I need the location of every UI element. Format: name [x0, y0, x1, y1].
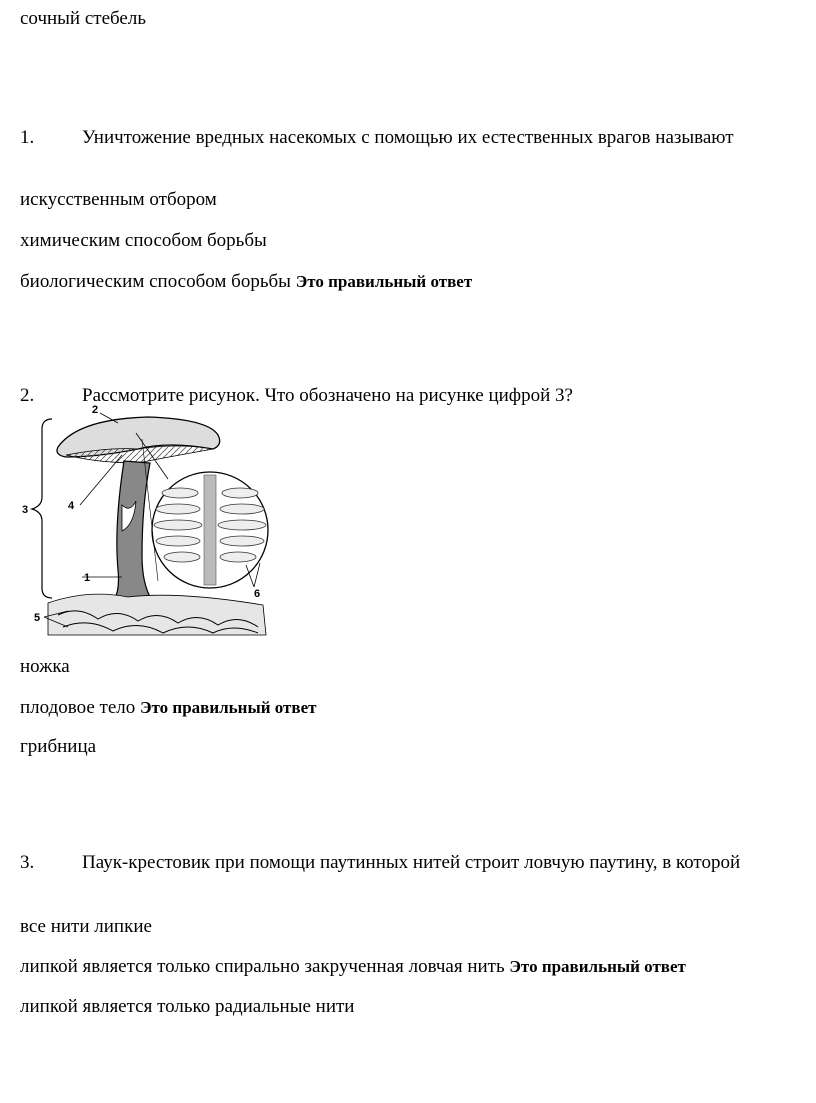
figure-label-6: 6	[254, 588, 261, 600]
option-2-2: плодовое тело Это правильный ответ	[20, 697, 317, 718]
mushroom-figure	[18, 405, 273, 640]
question-text: Рассмотрите рисунок. Что обозначено на рисунке цифрой 3?	[82, 385, 573, 406]
question-3	[20, 851, 780, 875]
figure-label-4: 4	[68, 500, 75, 512]
correct-answer-mark: Это правильный ответ	[509, 957, 686, 976]
question-1	[20, 126, 780, 150]
figure-label-5: 5	[34, 612, 41, 624]
correct-answer-mark: Это правильный ответ	[140, 698, 317, 717]
correct-answer-mark: Это правильный ответ	[295, 272, 473, 291]
option-1-2: химическим способом борьбы	[20, 230, 267, 251]
top-fragment: сочный стебель	[20, 8, 147, 29]
option-1-1: искусственным отбором	[20, 189, 217, 210]
figure-label-2: 2	[92, 405, 99, 416]
question-number: 2.	[20, 385, 35, 406]
option-3-3: липкой является только радиальные нити	[20, 996, 355, 1017]
question-number: 1.	[20, 127, 35, 148]
mycelium	[48, 594, 266, 635]
figure-label-3: 3	[22, 504, 29, 516]
figure-label-1: 1	[84, 572, 91, 584]
question-text: Уничтожение вредных насекомых с помощью их естественных врагов называют	[82, 127, 734, 148]
option-2-1: ножка	[20, 656, 70, 677]
mushroom-stem	[114, 461, 152, 600]
question-number: 3.	[20, 852, 35, 873]
brace-icon	[32, 419, 52, 598]
option-1-3: биологическим способом борьбы Это правильный ответ	[20, 271, 473, 292]
option-3-2: липкой является только спирально закрученная ловчая нить Это правильный ответ	[20, 956, 686, 977]
option-2-3: грибница	[20, 736, 97, 757]
question-text: Паук-крестовик при помощи паутинных нитей строит ловчую паутину, в которой	[82, 852, 741, 873]
option-3-1: все нити липкие	[20, 916, 152, 937]
